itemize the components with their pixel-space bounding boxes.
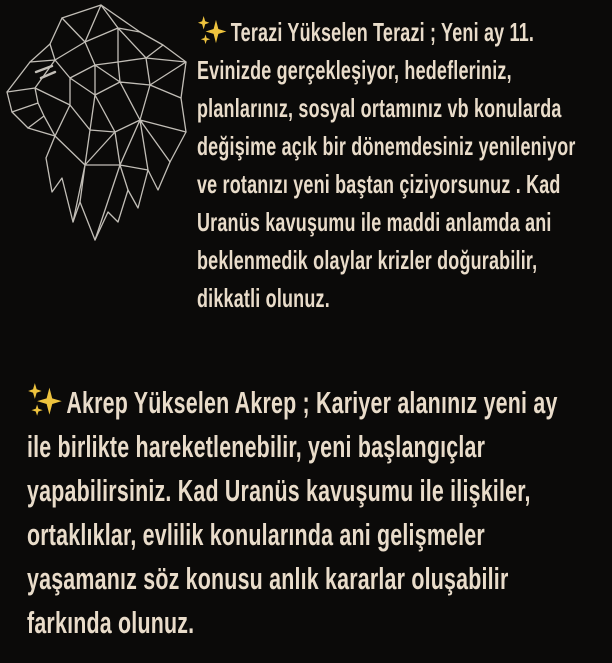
- text-line: yapabilirsiniz. Kad Uranüs kavuşumu ile ilişkiler,: [27, 473, 531, 508]
- text-line: ve rotanızı yeni baştan çiziyorsunuz . Kad: [197, 169, 561, 199]
- text-line: yaşamanız söz konusu anlık kararlar oluşabilir: [27, 561, 509, 596]
- geometric-lion-illustration: [0, 0, 200, 300]
- text-line: ortaklıklar, evlilik konularında ani gelişmeler: [27, 517, 485, 552]
- text-line: [27, 381, 612, 425]
- text-line: değişime açık bir dönemdesiniz yenileniyor: [197, 131, 576, 161]
- lion-eye: [36, 66, 55, 78]
- akrep-line-text: Akrep Yükselen Akrep ; Kariyer alanınız yeni ay: [66, 385, 558, 420]
- text-line: planlarınız, sosyal ortamınız vb konularda: [197, 93, 562, 123]
- terazi-line-text: Terazi Yükselen Terazi ; Yeni ay 11.: [230, 17, 535, 47]
- text-line: beklenmedik olaylar krizler doğurabilir,: [197, 245, 538, 275]
- terazi-paragraph: [197, 13, 612, 317]
- text-line: Uranüs kavuşumu ile maddi anlamda ani: [197, 207, 552, 237]
- lion-facets: [7, 5, 186, 240]
- text-line: farkında olunuz.: [27, 605, 195, 640]
- akrep-paragraph: [27, 381, 612, 645]
- text-line: Evinizde gerçekleşiyor, hedefleriniz,: [197, 55, 512, 85]
- text-line: dikkatli olunuz.: [197, 283, 330, 313]
- sparkles-icon: [27, 382, 63, 418]
- text-line: [197, 13, 612, 51]
- lion-silhouette: [7, 5, 186, 240]
- text-line: ile birlikte hareketlenebilir, yeni başlangıçlar: [27, 429, 486, 464]
- sparkles-icon: [197, 15, 227, 46]
